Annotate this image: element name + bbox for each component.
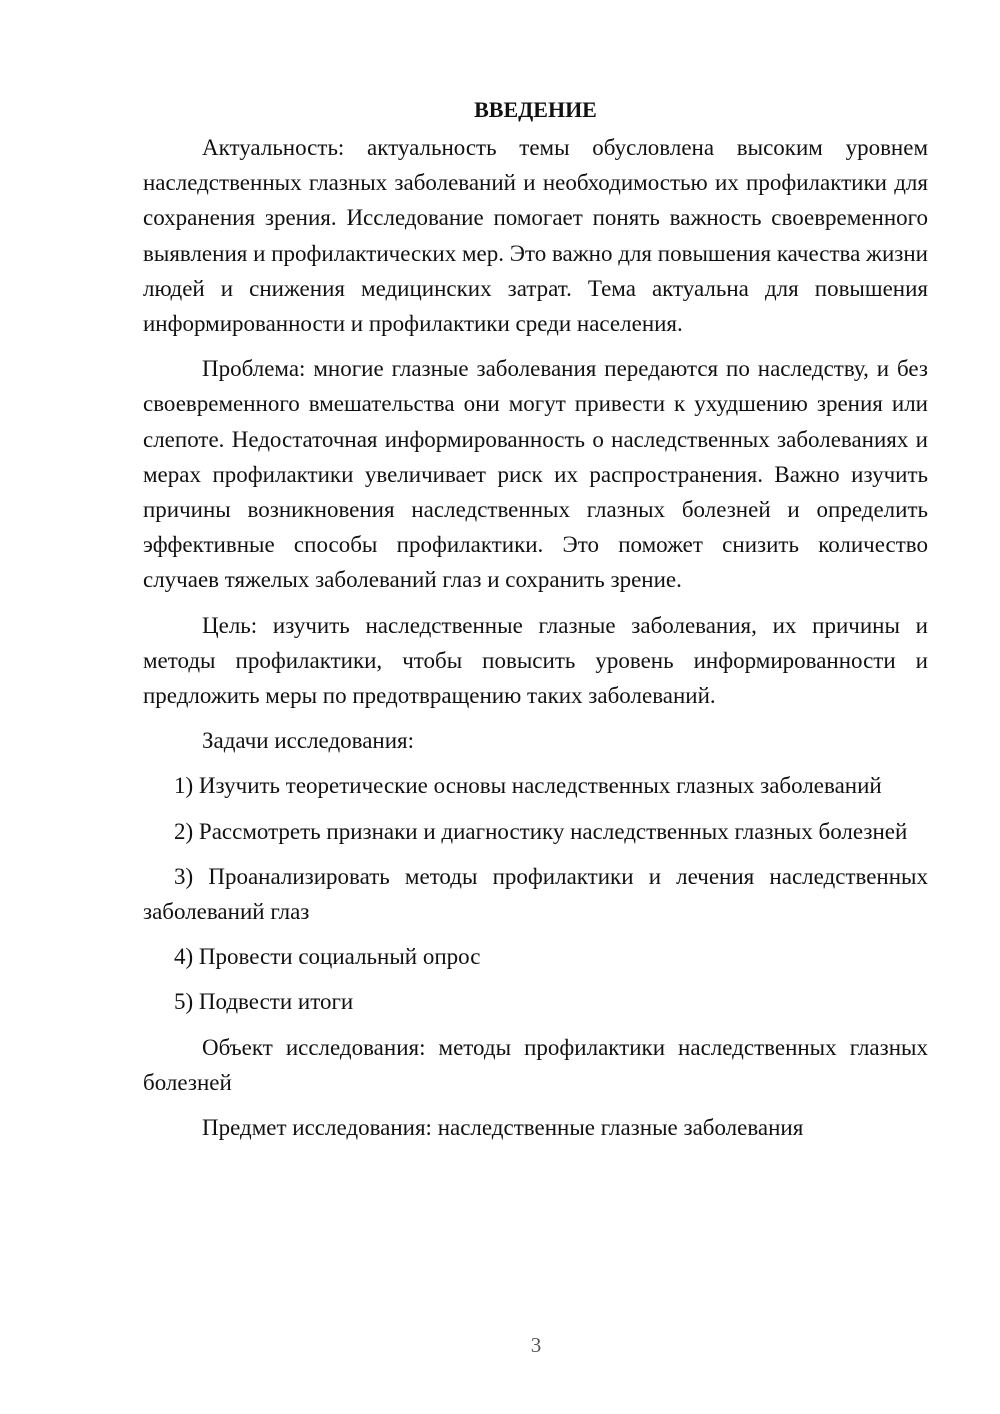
task-item: 4) Провести социальный опрос bbox=[174, 944, 481, 970]
task-item: 2) Рассмотреть признаки и диагностику наследственных глазных болезней bbox=[174, 818, 908, 844]
page-number: 3 bbox=[530, 1333, 542, 1357]
page-content bbox=[143, 92, 928, 1155]
goal-paragraph: Цель: изучить наследственные глазные заболевания, их причины и методы профилактики, чтобы повысить уровень информированности и предложить меры по предотвращению таких заболеваний. bbox=[143, 612, 928, 709]
task-item: 1) Изучить теоретические основы наследственных глазных заболеваний bbox=[174, 773, 882, 799]
task-item: 5) Подвести итоги bbox=[174, 989, 354, 1015]
task-item: 3) Проанализировать методы профилактики и лечения наследственных заболеваний глаз bbox=[143, 863, 928, 925]
research-object-paragraph: Объект исследования: методы профилактики наследственных глазных болезней bbox=[143, 1034, 928, 1095]
research-subject-paragraph: Предмет исследования: наследственные глазные заболевания bbox=[202, 1115, 804, 1141]
relevance-paragraph: Актуальность: актуальность темы обусловлена высоким уровнем наследственных глазных заболеваний и необходимостью их профилактики для сохранения зрения. Исследование помогает понять важность своевременного выявления и профилактических мер. Это важно для повышения качества жизни людей и снижения медицинских затрат. Тема актуальна для повышения информированности и профилактики среди населения. bbox=[143, 135, 928, 337]
problem-paragraph: Проблема: многие глазные заболевания передаются по наследству, и без своевременного вмешательства они могут привести к ухудшению зрения или слепоте. Недостаточная информированность о наследственных заболеваниях и мерах профилактики увеличивает риск их распространения. Важно изучить причины возникновения наследственных глазных болезней и определить эффективные способы профилактики. Это поможет снизить количество случаев тяжелых заболеваний глаз и сохранить зрение. bbox=[143, 356, 928, 593]
section-title: ВВЕДЕНИЕ bbox=[474, 97, 597, 122]
tasks-heading: Задачи исследования: bbox=[202, 728, 415, 754]
